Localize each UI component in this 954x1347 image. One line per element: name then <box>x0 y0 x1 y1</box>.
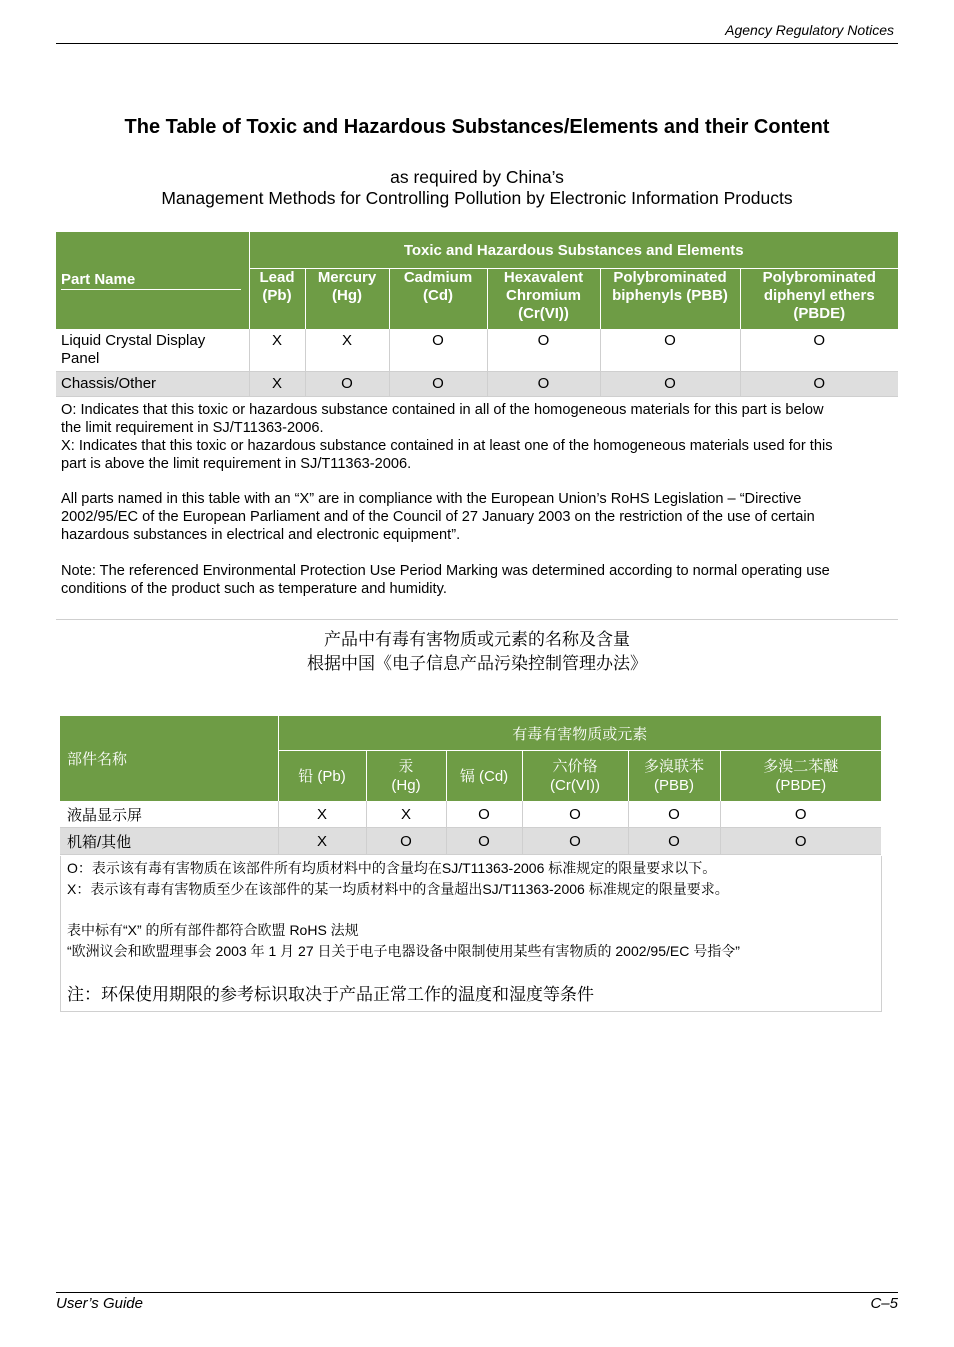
cell-value: O <box>487 329 600 372</box>
row-part-name: 机箱/其他 <box>67 833 132 851</box>
notes-en-note: Note: The referenced Environmental Protection Use Period Marking was determined according to normal operating use conditions of the product such as temperature and humidity. <box>61 563 830 597</box>
col-header-mercury: 汞 (Hg) <box>366 751 446 802</box>
cell-value: X <box>249 372 305 397</box>
cell-value: O <box>446 801 522 828</box>
col-header-chromium: Hexavalent Chromium (Cr(VI)) <box>487 269 600 330</box>
zh-heading-line-1: 产品中有毒有害物质或元素的名称及含量 <box>324 630 630 649</box>
row-part-name: Liquid Crystal Display Panel <box>61 332 206 367</box>
substances-table-en <box>56 232 898 397</box>
footer-page-number: C–5 <box>870 1295 898 1312</box>
cell-value: O <box>720 828 881 855</box>
cell-value: O <box>305 372 389 397</box>
footer-rule <box>56 1292 898 1293</box>
notes-zh-note: 注：环保使用期限的参考标识取决于产品正常工作的温度和湿度等条件 <box>67 985 594 1004</box>
footer-doc-title: User’s Guide <box>56 1295 143 1312</box>
cell-value: O <box>720 801 881 828</box>
group-header: Toxic and Hazardous Substances and Elements <box>249 232 898 269</box>
cell-value: O <box>740 329 898 372</box>
cell-value: O <box>446 828 522 855</box>
cell-value: O <box>600 329 740 372</box>
cell-value: O <box>628 828 720 855</box>
group-header: 有毒有害物质或元素 <box>278 716 881 751</box>
notes-en-legend: O: Indicates that this toxic or hazardous substance contained in all of the homogeneous materials for this part is below the limit requirement in SJ/T11363-2006. X: Indicates that this toxic or hazardous substance contained in at least one of the homogeneous materials used for this part is above the limit requirement in SJ/T11363-2006. <box>61 402 833 472</box>
notes-en-rohs: All parts named in this table with an “X” are in compliance with the European Union’s RoHS Legislation – “Directive 2002/95/EC of the European Parliament and of the Council of 27 January 2003 on the restriction of the use of certain hazardous substances in electrical and electronic equipment”. <box>61 491 815 543</box>
page-subtitle <box>56 167 898 209</box>
col-header-cadmium: Cadmium (Cd) <box>389 269 487 330</box>
row-part-name: Chassis/Other <box>61 375 157 392</box>
header-rule <box>56 43 898 44</box>
table-row <box>60 801 881 828</box>
col-header-pbb: 多溴联苯 (PBB) <box>628 751 720 802</box>
cell-value: O <box>487 372 600 397</box>
subtitle-line-2: Management Methods for Controlling Pollution by Electronic Information Products <box>161 188 793 208</box>
cell-value: X <box>278 828 366 855</box>
col-header-pbb: Polybrominated biphenyls (PBB) <box>600 269 740 330</box>
table-row <box>56 329 898 372</box>
zh-heading-line-2: 根据中国《电子信息产品污染控制管理办法》 <box>307 654 647 673</box>
col-header-pbde: Polybrominated diphenyl ethers (PBDE) <box>740 269 898 330</box>
part-name-header: 部件名称 <box>60 716 278 801</box>
section-divider <box>56 619 898 620</box>
cell-value: X <box>278 801 366 828</box>
col-header-cadmium: 镉 (Cd) <box>446 751 522 802</box>
cell-value: O <box>389 372 487 397</box>
cell-value: X <box>305 329 389 372</box>
col-header-mercury: Mercury (Hg) <box>305 269 389 330</box>
page-title: The Table of Toxic and Hazardous Substances/Elements and their Content <box>124 116 830 138</box>
cell-value: O <box>522 801 628 828</box>
cell-value: O <box>522 828 628 855</box>
row-part-name: 液晶显示屏 <box>67 806 143 824</box>
col-header-lead: Lead (Pb) <box>259 269 295 304</box>
table-row <box>60 828 881 855</box>
running-header: Agency Regulatory Notices <box>725 22 894 38</box>
cell-value: O <box>628 801 720 828</box>
cell-value: X <box>249 329 305 372</box>
cell-value: O <box>366 828 446 855</box>
col-header-pbde: 多溴二苯醚 (PBDE) <box>720 751 881 802</box>
cell-value: O <box>740 372 898 397</box>
col-header-lead: 铅 (Pb) <box>298 767 346 785</box>
notes-zh-rohs: 表中标有“X” 的所有部件都符合欧盟 RoHS 法规 “欧洲议会和欧盟理事会 2003 年 1 月 27 日关于电子电器设备中限制使用某些有害物质的 2002/95/EC 号指令” <box>67 922 740 959</box>
table-row <box>56 372 898 397</box>
substances-table-zh <box>60 716 881 855</box>
cell-value: X <box>366 801 446 828</box>
notes-zh-legend: O：表示该有毒有害物质在该部件所有均质材料中的含量均在SJ/T11363-2006 标准规定的限量要求以下。 X：表示该有毒有害物质至少在该部件的某一均质材料中的含量超出SJ/T11363-2006 标准规定的限量要求。 <box>67 860 729 897</box>
cell-value: O <box>600 372 740 397</box>
part-name-header: Part Name <box>56 232 249 329</box>
col-header-chromium: 六价铬 (Cr(VI)) <box>522 751 628 802</box>
subtitle-line-1: as required by China’s <box>390 167 564 187</box>
cell-value: O <box>389 329 487 372</box>
